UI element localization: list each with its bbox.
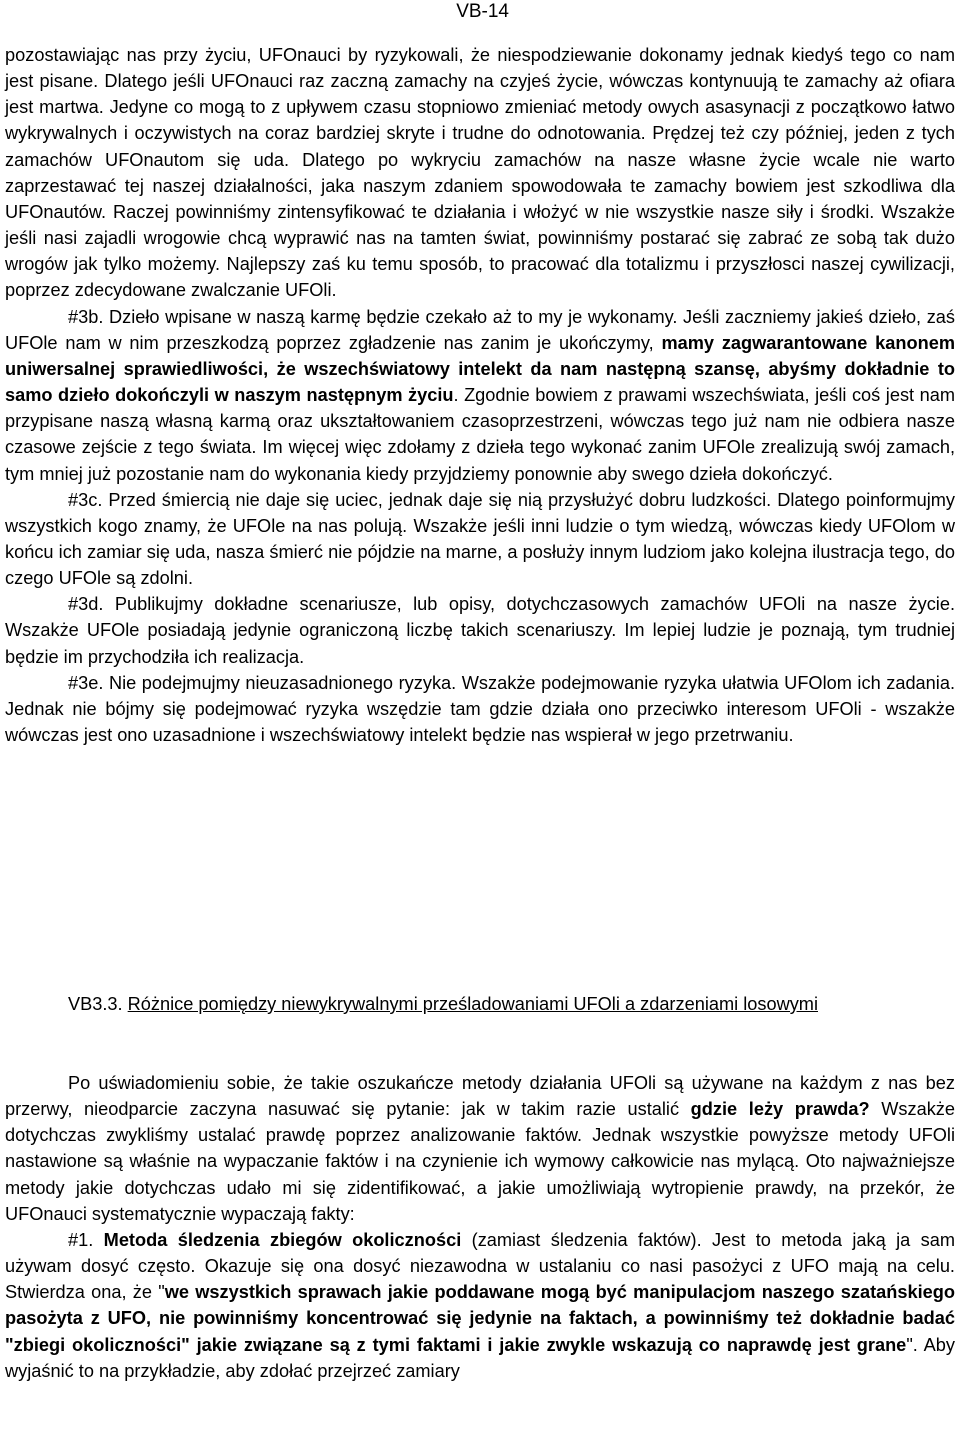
paragraph-3e (5, 670, 955, 748)
paragraph-bold-text: gdzie leży prawda? (690, 1099, 870, 1120)
paragraph-3d (5, 591, 955, 669)
section-number: VB3.3. (68, 994, 128, 1014)
paragraph-3a-continuation (5, 42, 955, 304)
paragraph-text: Po uświadomieniu sobie, że takie oszukańcze metody działania UFOli są używane na każdym z nas bez przerwy, nieodparcie zaczyna nasuwać się pytanie: jak w takim razie ustalić (5, 1073, 955, 1120)
paragraph-text: pozostawiając nas przy życiu, UFOnauci by ryzykowali, że niespodziewanie dokonamy jednak kiedyś tego co nam jest pisane. Dlatego jeśli UFOnauci raz zaczną zamachy na czyjeś życie, wówczas kontynuują te zamachy aż ofiara jest martwa. Jedyne co mogą to z upływem czasu stopniowo zmieniać metody owych asasynacji z początkowo łatwo wykrywalnych i oczywistych na coraz bardziej skryte i trudne do odnotowania. Prędzej też czy później, jeden z tych zamachów UFOnautom się uda. Dlatego po wykryciu zamachów na nasze własne życie wcale nie warto zaprzestawać tej naszej działalności, jaka naszym zdaniem spowodowała te zamachy bowiem jest szkodliwa dla UFOnautów. Raczej powinniśmy zintensyfikować te działania i włożyć w nie wszystkie nasze siły i środki. Wszakże jeśli nasi zajadli wrogowie chcą wyprawić nas na tamten świat, powinniśmy postarać się zabrać ze sobą tak dużo wrogów jak tylko możemy. Najlepszy zaś ku temu sposób, to pracować dla totalizmu i przyszłosci naszej cywilizacji, poprzez zdecydowane zwalczanie UFOli. (5, 45, 955, 301)
method-title: Metoda śledzenia zbiegów okoliczności (103, 1229, 462, 1250)
method-number: #1. (68, 1229, 104, 1250)
paragraph-text: . Zgodnie bowiem z prawami wszechświata, jeśli coś jest nam przypisane naszą własną karmą oraz ukształtowaniem czasoprzestrzeni, wówczas tego już nam nie odbiera nasze czasowe zejście z tego świata. Im więcej więc zdołamy z dzieła tego wykonać zanim UFOle zrealizują swój zamach, tym mniej już pozostanie nam do wykonania kiedy przyjdziemy ponownie aby swego dzieła dokończyć. (5, 385, 955, 484)
paragraph-text: #3d. Publikujmy dokładne scenariusze, lub opisy, dotychczasowych zamachów UFOli na nasze życie. Wszakże UFOle posiadają jedynie ograniczoną liczbę takich scenariuszy. Im lepiej ludzie je poznają, tym trudniej będzie im przychodziła ich realizacja. (5, 594, 955, 667)
paragraph-method-1 (5, 1227, 955, 1384)
text-block-bottom (5, 1070, 955, 1384)
paragraph-text: #3e. Nie podejmujmy nieuzasadnionego ryzyka. Wszakże podejmowanie ryzyka ułatwia UFOlom ich zadania. Jednak nie bójmy się podejmować ryzyka wszędzie tam gdzie działa ono przeciwko interesom UFOli - wszakże wówczas jest ono uzasadnione i wszechświatowy intelekt będzie nas wspierał w jego przetrwaniu. (5, 672, 955, 746)
paragraph-3c (5, 487, 955, 592)
paragraph-text: (zamiast śledzenia faktów). Jest to metoda jaką ja sam używam dosyć często. Okazuje się ona dosyć niezawodna w ustalaniu co nasi pasożyci z UFO mają na celu. Stwierdza ona, że " (5, 1229, 955, 1303)
paragraph-intro (5, 1070, 955, 1227)
page-number-header: VB-14 (456, 1, 509, 22)
section-heading (5, 991, 955, 1017)
paragraph-text: Wszakże dotychczas zwykliśmy ustalać prawdę poprzez analizowanie faktów. Jednak wszystkie powyższe metody UFOli nastawione są właśnie na wypaczanie faktów i na czynienie ich wymowy całkowicie nas mylącą. Oto najważniejsze metody jakie dotychczas udało mi się zidentifikować, a jakie umożliwiają wytropienie prawdy, na przekór, że UFOnauci systematycznie wypaczają fakty: (5, 1099, 956, 1224)
paragraph-3b (5, 304, 955, 487)
paragraph-bold-text: mamy zagwarantowane kanonem uniwersalnej sprawiedliwości, że wszechświatowy intelekt da nam następną szansę, abyśmy dokładnie to samo dzieło dokończyli w naszym następnym życiu (5, 332, 955, 406)
paragraph-text: #3b. Dzieło wpisane w naszą karmę będzie czekało aż to my je wykonamy. Jeśli zaczniemy jakieś dzieło, zaś UFOle nam w nim przeszkodzą poprzez zgładzenie nas zanim je ukończymy, (5, 306, 955, 353)
paragraph-text: #3c. Przed śmiercią nie daje się uciec, jednak daje się nią przysłużyć dobru ludzkości. Dlatego poinformujmy wszystkich kogo znamy, że UFOle na nas polują. Wszakże jeśli inni ludzie o tym wiedzą, wówczas kiedy UFOlom w końcu ich zamiar się uda, nasza śmierć nie pójdzie na marne, a posłuży innym ludziom jako kolejna ilustracja tego, do czego UFOle są zdolni. (5, 489, 955, 589)
text-block-top (5, 42, 955, 748)
paragraph-bold-text: we wszystkich sprawach jakie poddawane mogą być manipulacjom naszego szatańskiego pasożyta z UFO, nie powinniśmy koncentrować się jedynie na faktach, a powinniśmy też dokładnie badać "zbiegi okoliczności" jakie związane są z tymi faktami i jakie zwykle wskazują co naprawdę jest grane (5, 1282, 955, 1355)
paragraph-text: ". Aby wyjaśnić to na przykładzie, aby zdołać przejrzeć zamiary (5, 1334, 956, 1381)
section-title: Różnice pomiędzy niewykrywalnymi prześladowaniami UFOli a zdarzeniami losowymi (127, 994, 818, 1014)
